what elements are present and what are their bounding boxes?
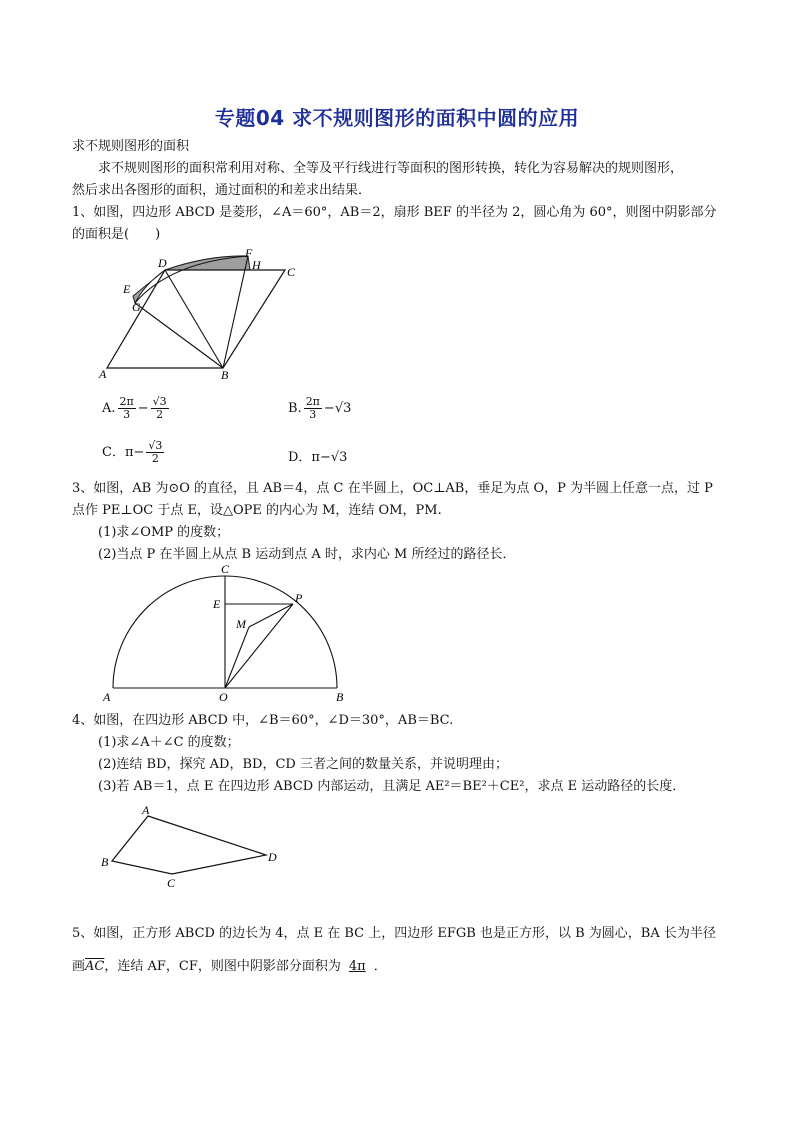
q4-text-line1: 4、如图，在四边形 ABCD 中，∠B＝60°，∠D＝30°，AB＝BC. [72,713,454,728]
q4-label-a: A [142,803,150,817]
q1-label-h: H [252,258,261,272]
q1-radius-bf [223,256,248,368]
q1-option-a-prefix: A. [102,401,116,416]
q4-quadrilateral [112,816,266,874]
q1-label-b: B [221,368,229,382]
q4-quadrilateral-figure [95,800,295,895]
q1-option-b-den1: 3 [309,408,317,421]
q1-label-c: C [287,265,296,279]
page-title: 专题04 求不规则图形的面积中圆的应用 [214,106,580,130]
q1-text-line2: 的面积是( ) [72,227,161,242]
q4-label-b: B [101,855,109,869]
section-intro-line2: 然后求出各图形的面积，通过面积的和差求出结果． [72,183,372,198]
q3-label-a: A [103,690,111,704]
q1-option-d[interactable]: D．π−√3 [288,450,348,465]
q4-sub1: (1)求∠A＋∠C 的度数； [98,735,240,750]
q1-radius-be [135,303,223,368]
q1-shaded-region-top [165,256,250,270]
q1-label-e: E [123,282,131,296]
q5-text-pre: 画 [72,959,86,974]
section-heading: 求不规则图形的面积 [72,139,190,154]
q3-label-o: O [219,690,228,704]
q1-option-b-prefix: B. [288,401,302,416]
q1-option-c[interactable] [102,440,166,465]
q1-rhombus-figure [90,248,310,383]
q1-option-a-den2: 2 [156,408,164,421]
q1-rhombus [107,270,285,368]
q4-sub2: (2)连结 BD，探究 AD，BD，CD 三者之间的数量关系，并说明理由； [98,757,508,772]
q1-option-b-num1: 2π [305,395,320,408]
q3-text-line2: 点作 PE⊥OC 于点 E，设△OPE 的内心为 M，连结 OM，PM. [72,503,442,518]
q1-option-a-num2: √3 [152,395,167,408]
q1-option-a-den1: 3 [123,408,131,421]
q3-segment-om [225,627,249,688]
q3-sub1: (1)求∠OMP 的度数； [98,525,230,540]
q1-option-b[interactable] [288,396,351,421]
q5-arc-label: $\overline{AC}$ [85,959,105,974]
q1-option-a-op: − [137,401,149,416]
q1-option-c-prefix: C．π− [102,445,145,460]
q1-diagonal-bd [165,270,223,368]
q3-label-m: M [236,617,246,631]
q1-option-a-num1: 2π [119,395,134,408]
q1-option-a[interactable] [102,396,171,421]
q3-semicircle-figure [95,560,365,710]
q1-option-b-op: − [323,401,335,416]
section-intro-line1: 求不规则图形的面积常利用对称、全等及平行线进行等面积的图形转换，转化为容易解决的规则图形， [98,161,684,176]
q5-answer: 4π [348,959,366,974]
q1-option-c-num: √3 [148,439,163,452]
q3-label-e: E [213,597,221,611]
q1-option-c-den: 2 [151,452,159,465]
q3-text-line1: 3、如图，AB 为⊙O 的直径，且 AB＝4，点 C 在半圆上，OC⊥AB，垂足为点 O，P 为半圆上任意一点，过 P [72,481,713,496]
q1-option-b-rest: √3 [334,401,352,416]
q5-text-line1: 5、如图，正方形 ABCD 的边长为 4，点 E 在 BC 上，四边形 EFGB 也是正方形，以 B 为圆心，BA 长为半径 [72,926,716,941]
q1-text-line1: 1、如图，四边形 ABCD 是菱形，∠A＝60°，AB＝2，扇形 BEF 的半径为 2，圆心角为 60°，则图中阴影部分 [72,205,717,220]
q4-label-d: D [268,850,277,864]
q3-sub2: (2)当点 P 在半圆上从点 B 运动到点 A 时，求内心 M 所经过的路径长． [98,547,516,562]
q5-text-line2 [72,958,387,976]
q5-text-post: ． [373,959,387,974]
q3-label-c: C [221,562,230,576]
q4-sub3: (3)若 AB＝1，点 E 在四边形 ABCD 内部运动，且满足 AE²＝BE²＋CE²，求点 E 运动路径的长度． [98,779,686,794]
q1-label-d: D [158,256,167,270]
q5-text-mid: ，连结 AF，CF，则图中阴影部分面积为 [104,959,341,974]
q1-label-g: G [132,300,141,314]
q4-label-c: C [167,876,176,890]
q3-segment-pm [249,604,293,627]
q1-label-a: A [99,367,107,381]
q3-label-b: B [336,690,344,704]
q3-label-p: P [295,591,303,605]
q1-label-f: F [245,248,253,260]
